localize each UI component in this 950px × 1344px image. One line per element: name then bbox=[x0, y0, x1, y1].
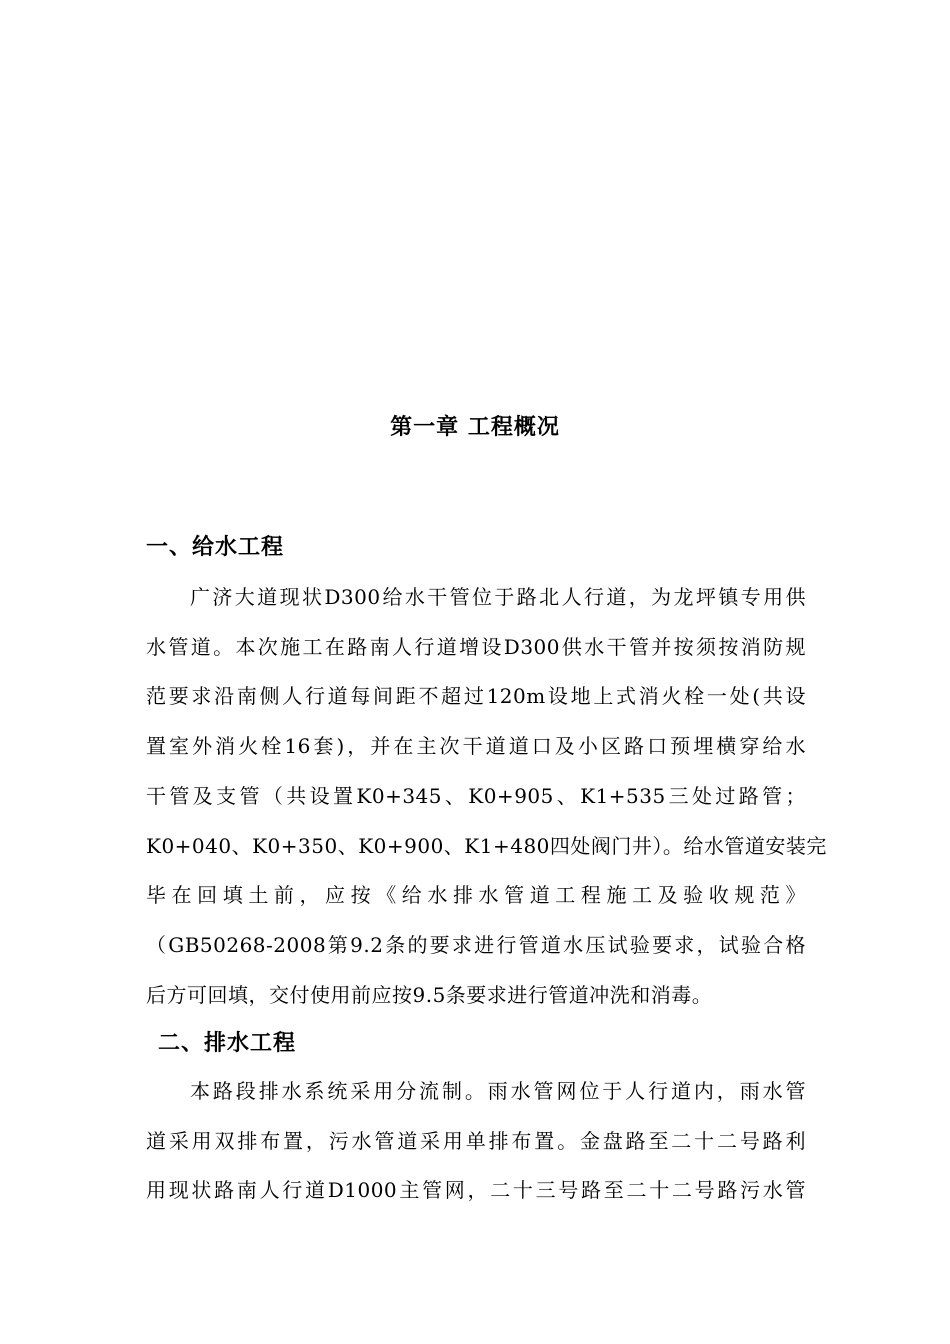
paragraph-line: 用现状路南人行道D1000主管网，二十三号路至二十二号路污水管 bbox=[146, 1178, 806, 1203]
paragraph-line: 后方可回填，交付使用前应按9.5条要求进行管道冲洗和消毒。 bbox=[146, 982, 713, 1007]
paragraph-line: 范要求沿南侧人行道每间距不超过120m设地上式消火栓一处(共设 bbox=[146, 684, 806, 709]
paragraph-line: 干管及支管（共设置K0+345、K0+905、K1+535三处过路管； bbox=[146, 783, 806, 808]
paragraph-line: 道采用双排布置，污水管道采用单排布置。金盘路至二十二号路利 bbox=[146, 1128, 806, 1153]
paragraph-drainage bbox=[146, 1067, 806, 1216]
section-heading-drainage: 二、排水工程 bbox=[158, 1031, 297, 1056]
paragraph-line: K0+040、K0+350、K0+900、K1+480四处阀门井）。给水管道安装完 bbox=[146, 833, 827, 858]
paragraph-line: （GB50268-2008第9.2条的要求进行管道水压试验要求，试验合格 bbox=[146, 932, 806, 957]
paragraph-water-supply bbox=[146, 573, 827, 1020]
paragraph-line: 广济大道现状D300给水干管位于路北人行道，为龙坪镇专用供 bbox=[190, 585, 806, 609]
paragraph-line: 本路段排水系统采用分流制。雨水管网位于人行道内，雨水管 bbox=[190, 1079, 806, 1103]
section-heading-water-supply: 一、给水工程 bbox=[146, 535, 285, 560]
chapter-title: 第一章 工程概况 bbox=[390, 415, 560, 440]
paragraph-line: 水管道。本次施工在路南人行道增设D300供水干管并按须按消防规 bbox=[146, 634, 806, 659]
paragraph-line: 置室外消火栓16套)，并在主次干道道口及小区路口预埋横穿给水 bbox=[146, 734, 806, 759]
paragraph-line: 毕在回填土前，应按《给水排水管道工程施工及验收规范》 bbox=[146, 883, 806, 908]
